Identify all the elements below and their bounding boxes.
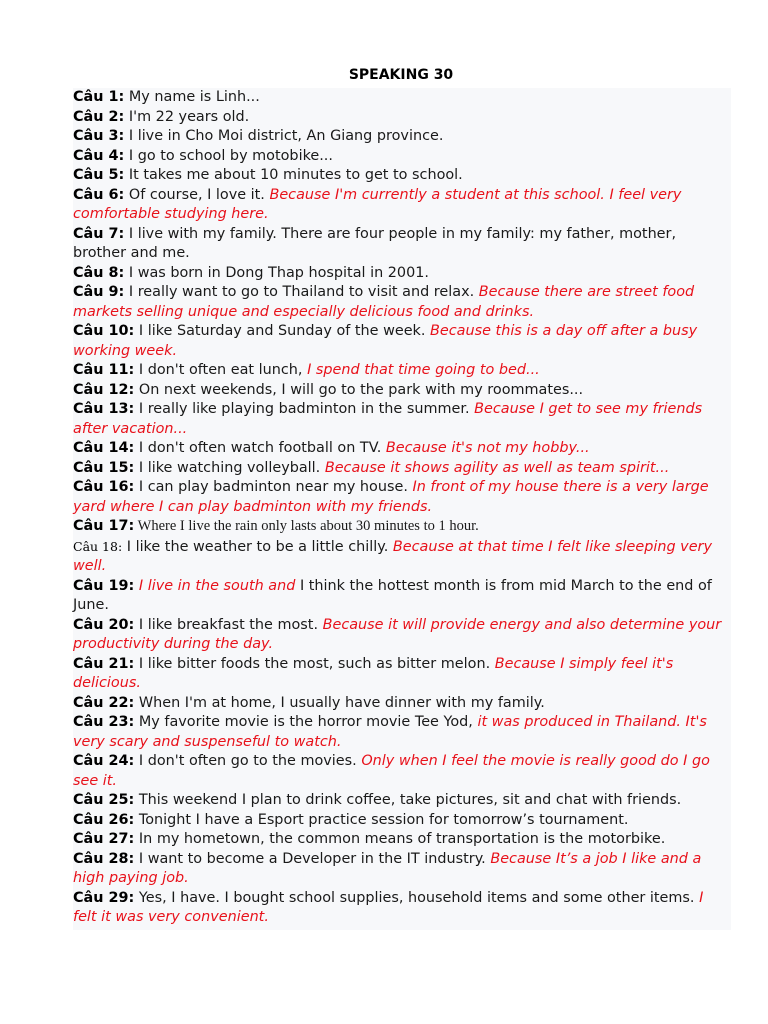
answer-emphasis: I felt it was very convenient.: [73, 889, 704, 925]
answer-item: [73, 264, 731, 284]
question-label: Câu 11:: [73, 362, 135, 378]
question-label: Câu 21:: [73, 655, 135, 672]
answer-text: I like breakfast the most.: [134, 616, 323, 633]
question-label: Câu 23:: [73, 714, 135, 730]
question-label: Câu 22:: [73, 694, 135, 711]
answer-item: [73, 713, 731, 752]
answer-text: I really like playing badminton in the summer.: [134, 401, 475, 417]
answer-emphasis: Because there are street food markets selling unique and especially delicious food and drinks.: [73, 284, 695, 320]
question-label: Câu 16:: [73, 479, 135, 495]
answer-item: [73, 400, 731, 439]
question-label: Câu 7:: [73, 225, 125, 242]
answer-text: I live with my family. There are four people in my family: my father, mother, brother and me.: [73, 225, 677, 261]
question-label: Câu 27:: [73, 831, 135, 847]
answer-text: I don't often go to the movies.: [134, 753, 362, 769]
question-label: Câu 3:: [73, 128, 125, 144]
answer-emphasis: Because I get to see my friends after vacation...: [73, 401, 703, 437]
answer-item: [73, 850, 731, 889]
answer-item: [73, 108, 731, 128]
answer-item: [73, 225, 731, 264]
answer-item: [73, 517, 731, 537]
question-label: Câu 26:: [73, 811, 135, 828]
answer-text: I like bitter foods the most, such as bitter melon.: [134, 655, 495, 672]
answer-text: I'm 22 years old.: [124, 108, 250, 125]
answer-item: [73, 811, 731, 831]
answer-text: In my hometown, the common means of transportation is the motorbike.: [134, 831, 666, 847]
answer-item: [73, 283, 731, 322]
question-label: Câu 8:: [73, 264, 125, 281]
answer-item: [73, 889, 731, 928]
answer-item: [73, 616, 731, 655]
question-label: Câu 14:: [73, 440, 135, 456]
answer-list: [73, 88, 731, 930]
question-label: Câu 1:: [73, 89, 125, 105]
answer-item: [73, 478, 731, 517]
answer-item: [73, 381, 731, 401]
answer-emphasis: Because it's not my hobby...: [385, 440, 590, 456]
question-label: Câu 28:: [73, 850, 135, 867]
answer-item: [73, 791, 731, 811]
answer-item: [73, 166, 731, 186]
answer-emphasis: Only when I feel the movie is really good do I go see it.: [73, 753, 710, 789]
question-label: Câu 19:: [73, 577, 135, 594]
page-title: SPEAKING 30: [348, 67, 454, 83]
answer-item: [73, 752, 731, 791]
answer-item: [73, 127, 731, 147]
question-label: Câu 20:: [73, 616, 135, 633]
answer-text: Tonight I have a Esport practice session for tomorrow’s tournament.: [134, 811, 629, 828]
answer-text: It takes me about 10 minutes to get to school.: [124, 167, 463, 183]
answer-item: [73, 361, 731, 381]
question-label: Câu 5:: [73, 167, 125, 183]
answer-text: I like the weather to be a little chilly.: [122, 538, 393, 555]
question-label: Câu 24:: [73, 753, 135, 769]
answer-emphasis: Because I'm currently a student at this school. I feel very comfortable studying here.: [73, 186, 682, 222]
answer-text: I want to become a Developer in the IT industry.: [134, 850, 491, 867]
answer-emphasis: I live in the south and: [138, 577, 296, 594]
question-label: Câu 15:: [73, 459, 135, 476]
answer-emphasis: Because It’s a job I like and a high paying job.: [73, 850, 702, 886]
answer-item: [73, 439, 731, 459]
answer-emphasis: In front of my house there is a very large yard where I can play badminton with my friends.: [73, 479, 709, 515]
question-label: Câu 9:: [73, 284, 125, 300]
answer-text: I go to school by motobike...: [124, 147, 333, 164]
question-label: Câu 13:: [73, 401, 135, 417]
answer-text: I can play badminton near my house.: [134, 479, 413, 495]
answer-text: I like Saturday and Sunday of the week.: [134, 323, 431, 339]
answer-item: [73, 655, 731, 694]
question-label: Câu 10:: [73, 323, 135, 339]
question-label: Câu 6:: [73, 186, 125, 203]
question-label: Câu 2:: [73, 108, 125, 125]
answer-emphasis: Because I simply feel it's delicious.: [73, 655, 674, 691]
answer-text: I really want to go to Thailand to visit and relax.: [124, 284, 479, 300]
answer-text: When I'm at home, I usually have dinner with my family.: [134, 694, 545, 711]
answer-text: Of course, I love it.: [124, 186, 270, 203]
answer-emphasis: Because it shows agility as well as team spirit...: [324, 459, 670, 476]
question-label: Câu 18:: [73, 538, 123, 554]
answer-item: [73, 322, 731, 361]
answer-emphasis: Because it will provide energy and also determine your productivity during the day.: [73, 616, 722, 652]
answer-text: I don't often eat lunch,: [134, 362, 308, 378]
answer-emphasis: Because at that time I felt like sleeping very well.: [73, 538, 712, 574]
answer-text: I think the hottest month is from mid March to the end of June.: [73, 577, 712, 613]
answer-item: [73, 694, 731, 714]
question-label: Câu 12:: [73, 381, 135, 398]
question-label: Câu 25:: [73, 792, 135, 808]
answer-item: [73, 830, 731, 850]
answer-text: Yes, I have. I bought school supplies, household items and some other items.: [134, 889, 700, 906]
answer-text: My name is Linh...: [124, 89, 260, 105]
question-label: Câu 29:: [73, 889, 135, 906]
answer-text: Where I live the rain only lasts about 30 minutes to 1 hour.: [134, 518, 479, 534]
question-label: Câu 4:: [73, 147, 125, 164]
answer-item: [73, 88, 731, 108]
answer-text: I don't often watch football on TV.: [134, 440, 386, 456]
answer-item: [73, 577, 731, 616]
answer-text: I live in Cho Moi district, An Giang province.: [124, 128, 444, 144]
answer-item: [73, 186, 731, 225]
answer-emphasis: Because this is a day off after a busy working week.: [73, 323, 698, 359]
answer-text: My favorite movie is the horror movie Tee Yod,: [134, 714, 478, 730]
answer-item: [73, 537, 731, 577]
answer-item: [73, 459, 731, 479]
answer-text: I was born in Dong Thap hospital in 2001.: [124, 264, 429, 281]
answer-text: On next weekends, I will go to the park with my roommates...: [134, 381, 584, 398]
question-label: Câu 17:: [73, 518, 135, 534]
answer-emphasis: I spend that time going to bed...: [307, 362, 540, 378]
answer-text: This weekend I plan to drink coffee, take pictures, sit and chat with friends.: [134, 792, 682, 808]
answer-emphasis: it was produced in Thailand. It's very scary and suspenseful to watch.: [73, 714, 707, 750]
answer-item: [73, 147, 731, 167]
answer-text: I like watching volleyball.: [134, 459, 325, 476]
